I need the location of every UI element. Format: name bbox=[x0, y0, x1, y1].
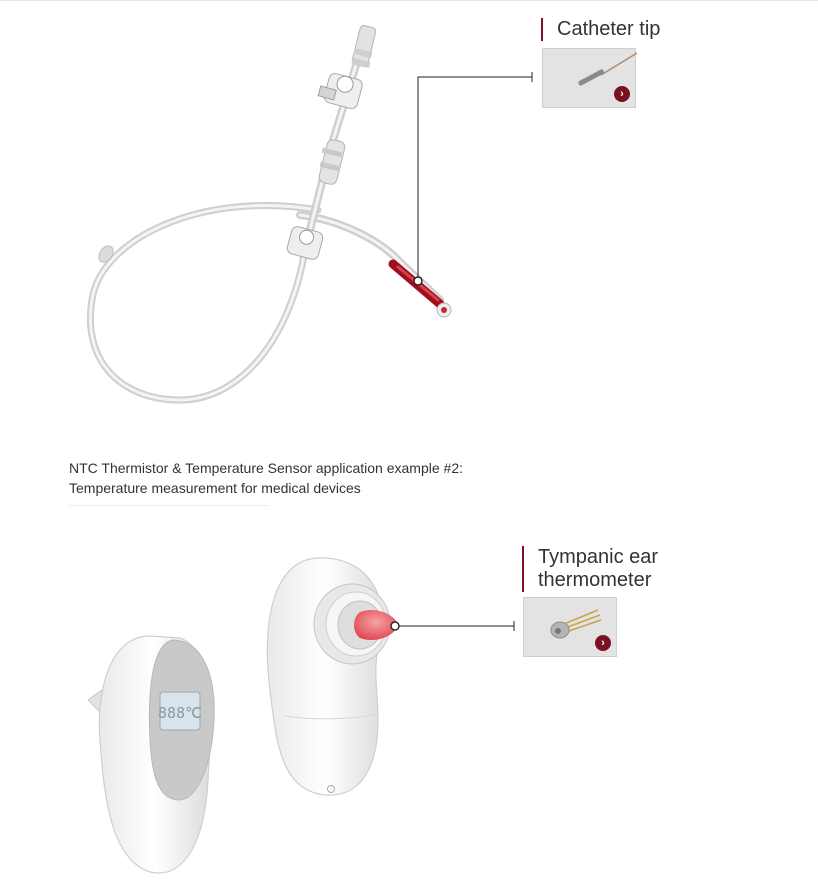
tympanic-ear-thermometer-title bbox=[522, 546, 708, 592]
handheld-thermometer-illustration bbox=[88, 636, 214, 873]
catheter-arrow-icon[interactable]: › bbox=[614, 86, 630, 102]
catheter-tip-title-text: Catheter tip bbox=[557, 18, 661, 40]
tympanic-title-line-2: thermometer bbox=[538, 569, 652, 591]
caption-underline bbox=[69, 505, 269, 506]
lcd-reading: 888℃ bbox=[158, 704, 202, 722]
tympanic-title-line-1: Tympanic ear bbox=[538, 546, 659, 568]
application-caption bbox=[69, 458, 463, 498]
catheter-illustration bbox=[90, 25, 451, 400]
caption-line-2: Temperature measurement for medical devices bbox=[69, 480, 361, 496]
caption-line-1: NTC Thermistor & Temperature Sensor application example #2: bbox=[69, 460, 463, 476]
tympanic-thermometer-illustration bbox=[267, 558, 398, 795]
catheter-leader-line bbox=[414, 72, 532, 285]
tympanic-leader-line bbox=[391, 621, 514, 631]
catheter-tip-thumbnail[interactable] bbox=[542, 48, 636, 108]
catheter-tip-title bbox=[541, 18, 660, 41]
tympanic-arrow-icon[interactable]: › bbox=[595, 635, 611, 651]
tympanic-sensor-thumbnail[interactable] bbox=[523, 597, 617, 657]
